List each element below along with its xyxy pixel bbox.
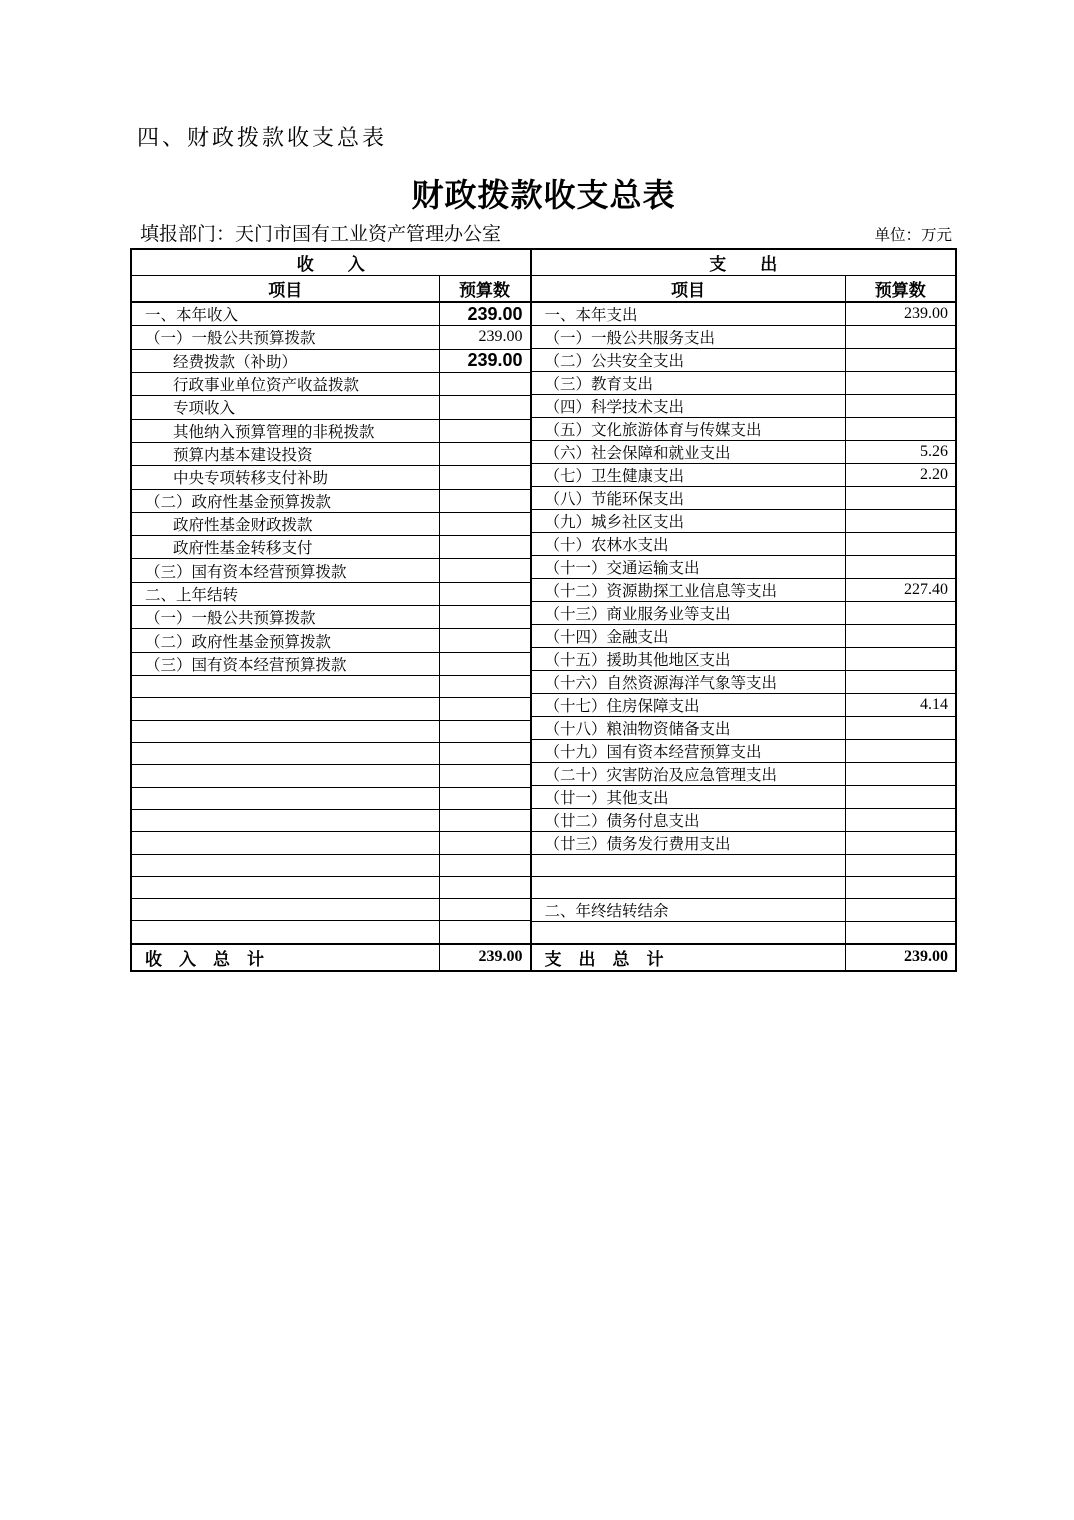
expense-item-cell: （六）社会保障和就业支出 — [531, 441, 845, 464]
expense-budget-value-cell — [845, 763, 956, 786]
expense-table-head — [531, 249, 956, 302]
expense-budget-value-cell — [845, 877, 956, 899]
expense-table-row — [531, 694, 956, 717]
expense-total-label: 支 出 总 计 — [531, 944, 845, 971]
expense-budget-value-cell — [845, 786, 956, 809]
income-item-cell — [131, 921, 439, 944]
department-label: 填报部门：天门市国有工业资产管理办公室 — [140, 224, 502, 245]
income-budget-value-cell — [439, 396, 530, 419]
income-item-cell: （二）政府性基金预算拨款 — [131, 489, 439, 512]
expense-table-row — [531, 763, 956, 786]
income-budget-value-cell — [439, 442, 530, 465]
budget-table — [130, 248, 957, 972]
income-item-cell — [131, 742, 439, 764]
income-item-cell — [131, 854, 439, 876]
income-item-cell: （二）政府性基金预算拨款 — [131, 629, 439, 652]
income-table-row — [131, 512, 530, 535]
expense-budget-value-cell — [845, 922, 956, 944]
expense-item-cell — [531, 922, 845, 944]
expense-table-row — [531, 395, 956, 418]
income-header: 收 入 — [131, 249, 530, 276]
expense-item-cell: （二）公共安全支出 — [531, 349, 845, 372]
expense-item-cell: 二、年终结转结余 — [531, 899, 845, 922]
expense-item-cell: （四）科学技术支出 — [531, 395, 845, 418]
income-budget-value-cell — [439, 629, 530, 652]
expense-table-row — [531, 602, 956, 625]
income-table-row — [131, 302, 530, 326]
income-table-row — [131, 832, 530, 854]
income-table-row — [131, 396, 530, 419]
income-col-budget-header: 预算数 — [439, 276, 530, 303]
income-item-cell — [131, 899, 439, 921]
expense-table-row — [531, 922, 956, 944]
expense-budget-value-cell: 2.20 — [845, 464, 956, 487]
income-table-row — [131, 742, 530, 764]
expense-budget-value-cell — [845, 556, 956, 579]
expense-table-row — [531, 510, 956, 533]
income-budget-value-cell — [439, 765, 530, 787]
expense-table-row — [531, 671, 956, 694]
income-table-row — [131, 606, 530, 629]
income-table-row — [131, 442, 530, 465]
expense-item-cell: （三）教育支出 — [531, 372, 845, 395]
expense-item-cell — [531, 855, 845, 877]
expense-budget-value-cell — [845, 510, 956, 533]
expense-table-body — [531, 302, 956, 944]
expense-table-row — [531, 786, 956, 809]
expense-budget-value-cell: 4.14 — [845, 694, 956, 717]
income-item-cell — [131, 698, 439, 720]
income-item-cell: （一）一般公共预算拨款 — [131, 606, 439, 629]
income-budget-value-cell — [439, 899, 530, 921]
expense-table-row — [531, 855, 956, 877]
income-item-cell — [131, 787, 439, 809]
expense-col-item-header: 项目 — [531, 276, 845, 303]
income-item-cell — [131, 832, 439, 854]
expense-budget-value-cell: 227.40 — [845, 579, 956, 602]
expense-item-cell: （十一）交通运输支出 — [531, 556, 845, 579]
income-total-row — [131, 944, 530, 971]
page-title: 财政拨款收支总表 — [411, 177, 676, 213]
expense-table-row — [531, 740, 956, 763]
income-budget-value-cell — [439, 832, 530, 854]
expense-budget-value-cell — [845, 349, 956, 372]
expense-table-row — [531, 899, 956, 922]
expense-item-cell: （八）节能环保支出 — [531, 487, 845, 510]
income-table-row — [131, 326, 530, 349]
income-table-row — [131, 536, 530, 559]
expense-total-row — [531, 944, 956, 971]
income-budget-value-cell — [439, 676, 530, 698]
income-budget-value-cell — [439, 652, 530, 675]
expense-table-row — [531, 372, 956, 395]
income-table-row — [131, 899, 530, 921]
expense-item-cell: （五）文化旅游体育与传媒支出 — [531, 418, 845, 441]
income-item-cell: 政府性基金转移支付 — [131, 536, 439, 559]
expense-budget-value-cell — [845, 809, 956, 832]
income-budget-value-cell — [439, 921, 530, 944]
expense-item-cell: （廿一）其他支出 — [531, 786, 845, 809]
expense-item-cell: （十）农林水支出 — [531, 533, 845, 556]
income-budget-value-cell — [439, 720, 530, 742]
expense-table-row — [531, 832, 956, 855]
expense-item-cell: （十九）国有资本经营预算支出 — [531, 740, 845, 763]
income-budget-value-cell: 239.00 — [439, 349, 530, 372]
income-item-cell: 中央专项转移支付补助 — [131, 466, 439, 489]
expense-table-row — [531, 418, 956, 441]
expense-table-foot — [531, 944, 956, 971]
expense-budget-value-cell: 5.26 — [845, 441, 956, 464]
income-total-label: 收 入 总 计 — [131, 944, 439, 971]
income-budget-value-cell — [439, 559, 530, 582]
income-budget-value-cell — [439, 787, 530, 809]
income-item-cell: 经费拨款（补助） — [131, 349, 439, 372]
expense-table-row — [531, 579, 956, 602]
expense-budget-value-cell — [845, 740, 956, 763]
expense-table-row — [531, 349, 956, 372]
expense-item-cell: （十四）金融支出 — [531, 625, 845, 648]
expense-budget-value-cell — [845, 832, 956, 855]
income-table-row — [131, 876, 530, 898]
income-item-cell — [131, 676, 439, 698]
income-budget-value-cell — [439, 876, 530, 898]
expense-header: 支 出 — [531, 249, 956, 276]
income-item-cell — [131, 765, 439, 787]
income-budget-value-cell — [439, 466, 530, 489]
income-table-row — [131, 419, 530, 442]
income-subheader-row — [131, 276, 530, 303]
expense-header-row — [531, 249, 956, 276]
income-budget-value-cell — [439, 854, 530, 876]
expense-budget-value-cell — [845, 326, 956, 349]
income-budget-value-cell — [439, 809, 530, 831]
expense-table-row — [531, 441, 956, 464]
expense-budget-value-cell — [845, 648, 956, 671]
expense-item-cell: （十七）住房保障支出 — [531, 694, 845, 717]
expense-table-row — [531, 717, 956, 740]
income-table-row — [131, 720, 530, 742]
income-budget-value-cell — [439, 606, 530, 629]
expense-item-cell: （廿二）债务付息支出 — [531, 809, 845, 832]
income-table-row — [131, 921, 530, 944]
expense-item-cell: （十五）援助其他地区支出 — [531, 648, 845, 671]
expense-table-row — [531, 487, 956, 510]
income-table-row — [131, 809, 530, 831]
income-item-cell — [131, 720, 439, 742]
expense-budget-value-cell: 239.00 — [845, 302, 956, 326]
expense-budget-value-cell — [845, 533, 956, 556]
income-table-foot — [131, 944, 530, 971]
expense-item-cell: （十三）商业服务业等支出 — [531, 602, 845, 625]
income-header-row — [131, 249, 530, 276]
expense-budget-value-cell — [845, 717, 956, 740]
income-table-row — [131, 349, 530, 372]
expense-item-cell: （九）城乡社区支出 — [531, 510, 845, 533]
expense-subheader-row — [531, 276, 956, 303]
income-budget-value-cell — [439, 512, 530, 535]
expense-table-row — [531, 648, 956, 671]
expense-table-row — [531, 326, 956, 349]
income-budget-value-cell — [439, 536, 530, 559]
income-table-row — [131, 676, 530, 698]
income-item-cell — [131, 876, 439, 898]
income-budget-value-cell — [439, 582, 530, 605]
income-table-row — [131, 652, 530, 675]
expense-table-row — [531, 302, 956, 326]
expense-budget-value-cell — [845, 899, 956, 922]
expense-item-cell: 一、本年支出 — [531, 302, 845, 326]
expense-item-cell: （十六）自然资源海洋气象等支出 — [531, 671, 845, 694]
income-item-cell: 预算内基本建设投资 — [131, 442, 439, 465]
income-item-cell: 二、上年结转 — [131, 582, 439, 605]
expense-table-row — [531, 809, 956, 832]
expense-budget-value-cell — [845, 671, 956, 694]
expense-item-cell: （七）卫生健康支出 — [531, 464, 845, 487]
expense-total-value: 239.00 — [845, 944, 956, 971]
income-table-row — [131, 765, 530, 787]
income-budget-value-cell — [439, 698, 530, 720]
income-table-row — [131, 698, 530, 720]
income-table-row — [131, 854, 530, 876]
income-total-value: 239.00 — [439, 944, 530, 971]
income-table-row — [131, 787, 530, 809]
expense-table-row — [531, 625, 956, 648]
income-item-cell: 行政事业单位资产收益拨款 — [131, 372, 439, 395]
expense-item-cell: （二十）灾害防治及应急管理支出 — [531, 763, 845, 786]
expense-item-cell: （一）一般公共服务支出 — [531, 326, 845, 349]
expense-budget-value-cell — [845, 625, 956, 648]
expense-item-cell: （十二）资源勘探工业信息等支出 — [531, 579, 845, 602]
income-item-cell: （三）国有资本经营预算拨款 — [131, 559, 439, 582]
expense-table-row — [531, 464, 956, 487]
expense-budget-value-cell — [845, 487, 956, 510]
income-budget-value-cell — [439, 419, 530, 442]
income-table-row — [131, 466, 530, 489]
income-table — [130, 248, 531, 972]
income-item-cell: （一）一般公共预算拨款 — [131, 326, 439, 349]
section-heading: 四、财政拨款收支总表 — [137, 125, 388, 150]
income-table-row — [131, 489, 530, 512]
unit-label: 单位：万元 — [874, 227, 952, 244]
income-item-cell: 一、本年收入 — [131, 302, 439, 326]
expense-budget-value-cell — [845, 395, 956, 418]
income-item-cell: 其他纳入预算管理的非税拨款 — [131, 419, 439, 442]
income-budget-value-cell: 239.00 — [439, 326, 530, 349]
expense-budget-value-cell — [845, 418, 956, 441]
income-table-row — [131, 559, 530, 582]
income-table-row — [131, 582, 530, 605]
income-item-cell: 专项收入 — [131, 396, 439, 419]
income-col-item-header: 项目 — [131, 276, 439, 303]
income-budget-value-cell — [439, 489, 530, 512]
expense-table — [531, 248, 958, 972]
expense-item-cell: （廿三）债务发行费用支出 — [531, 832, 845, 855]
income-budget-value-cell — [439, 372, 530, 395]
income-table-body — [131, 302, 530, 944]
expense-budget-value-cell — [845, 602, 956, 625]
expense-table-row — [531, 533, 956, 556]
expense-budget-value-cell — [845, 372, 956, 395]
expense-table-row — [531, 877, 956, 899]
income-budget-value-cell: 239.00 — [439, 302, 530, 326]
expense-item-cell — [531, 877, 845, 899]
income-item-cell: （三）国有资本经营预算拨款 — [131, 652, 439, 675]
table-meta-row — [140, 219, 952, 246]
income-budget-value-cell — [439, 742, 530, 764]
expense-budget-value-cell — [845, 855, 956, 877]
income-table-row — [131, 372, 530, 395]
expense-table-row — [531, 556, 956, 579]
income-table-row — [131, 629, 530, 652]
income-item-cell — [131, 809, 439, 831]
expense-item-cell: （十八）粮油物资储备支出 — [531, 717, 845, 740]
income-table-head — [131, 249, 530, 302]
income-item-cell: 政府性基金财政拨款 — [131, 512, 439, 535]
expense-col-budget-header: 预算数 — [845, 276, 956, 303]
